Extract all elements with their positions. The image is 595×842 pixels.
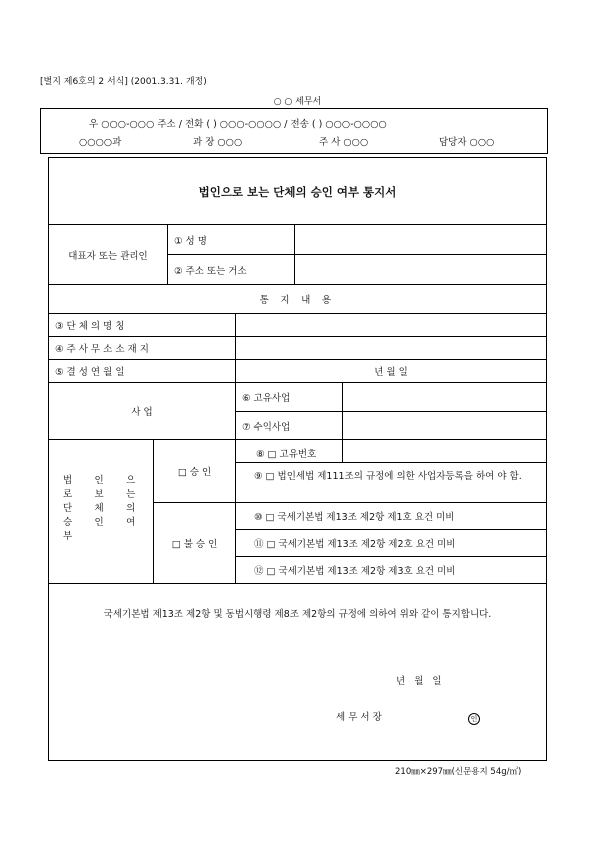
rep-label: 대표자 또는 관리인	[48, 224, 168, 285]
id-number-field[interactable]	[342, 439, 547, 463]
founded-date-field[interactable]: 년 월 일	[235, 359, 547, 383]
approval-label-cell	[48, 439, 154, 584]
approval-label: 법 인 으 로 보 는 단 체 의 승 인 여 부	[63, 475, 141, 542]
id-number-cell	[235, 439, 343, 463]
officer: 주 사 ○○○	[319, 137, 369, 148]
own-business-label: ⑥ 고유사업	[235, 382, 343, 412]
approve-option[interactable]: □ 승 인	[153, 439, 236, 503]
profit-business-field[interactable]	[342, 411, 547, 440]
form-reference: [별지 제6호의 2 서식] (2001.3.31. 개정)	[40, 77, 207, 87]
paper-spec: 210㎜×297㎜(신문용지 54g/㎡)	[395, 767, 522, 777]
item11[interactable]: ⑪ □ 국세기본법 제13조 제2항 제2호 요건 미비	[235, 529, 547, 557]
founded-date-label: ⑤ 결 성 연 월 일	[48, 359, 236, 383]
signer: 세 무 서 장	[336, 712, 382, 723]
org-name-field[interactable]	[235, 313, 547, 337]
address-label: ② 주소 또는 거소	[167, 254, 295, 285]
address-box	[40, 108, 548, 154]
reject-option[interactable]: □ 불 승 인	[153, 502, 236, 584]
item12[interactable]: ⑫ □ 국세기본법 제13조 제2항 제3호 요건 미비	[235, 556, 547, 584]
issue-date: 년 월 일	[396, 676, 442, 687]
seal-wrapper	[468, 708, 480, 727]
office-name: ○ ○ 세무서	[273, 97, 322, 107]
own-business-field[interactable]	[342, 382, 547, 412]
id-number-label[interactable]: ⑧ □ 고유번호	[256, 449, 317, 460]
name-label: ① 성 명	[167, 224, 295, 255]
department: ○○○○과	[79, 137, 122, 148]
statement: 국세기본법 제13조 제2항 및 동법시행령 제8조 제2항의 규정에 의하여 위와 같이 통지합니다.	[103, 609, 492, 620]
office-location-field[interactable]	[235, 336, 547, 360]
org-name-label: ③ 단 체 의 명 칭	[48, 313, 236, 337]
item9-text[interactable]: ⑨ □ 법인세법 제111조의 규정에 의한 사업자등록을 하여 야 함.	[254, 471, 522, 482]
address-line: 우 ○○○-○○○ 주소 / 전화 ( ) ○○○-○○○○ / 전송 ( ) ○○○-○○○○	[89, 119, 387, 130]
seal-icon: 인	[468, 713, 480, 725]
department-chief: 과 장 ○○○	[193, 137, 243, 148]
notice-header: 통 지 내 용	[259, 295, 336, 306]
profit-business-label: ⑦ 수익사업	[235, 411, 343, 440]
office-location-label: ④ 주 사 무 소 소 재 지	[48, 336, 236, 360]
manager: 담당자 ○○○	[439, 137, 495, 148]
business-label: 사 업	[48, 382, 236, 440]
item9-cell	[235, 462, 547, 503]
item10[interactable]: ⑩ □ 국세기본법 제13조 제2항 제1호 요건 미비	[235, 502, 547, 530]
name-field[interactable]	[294, 224, 547, 255]
address-field[interactable]	[294, 254, 547, 285]
page-title: 법인으로 보는 단체의 승인 여부 통지서	[198, 185, 397, 199]
